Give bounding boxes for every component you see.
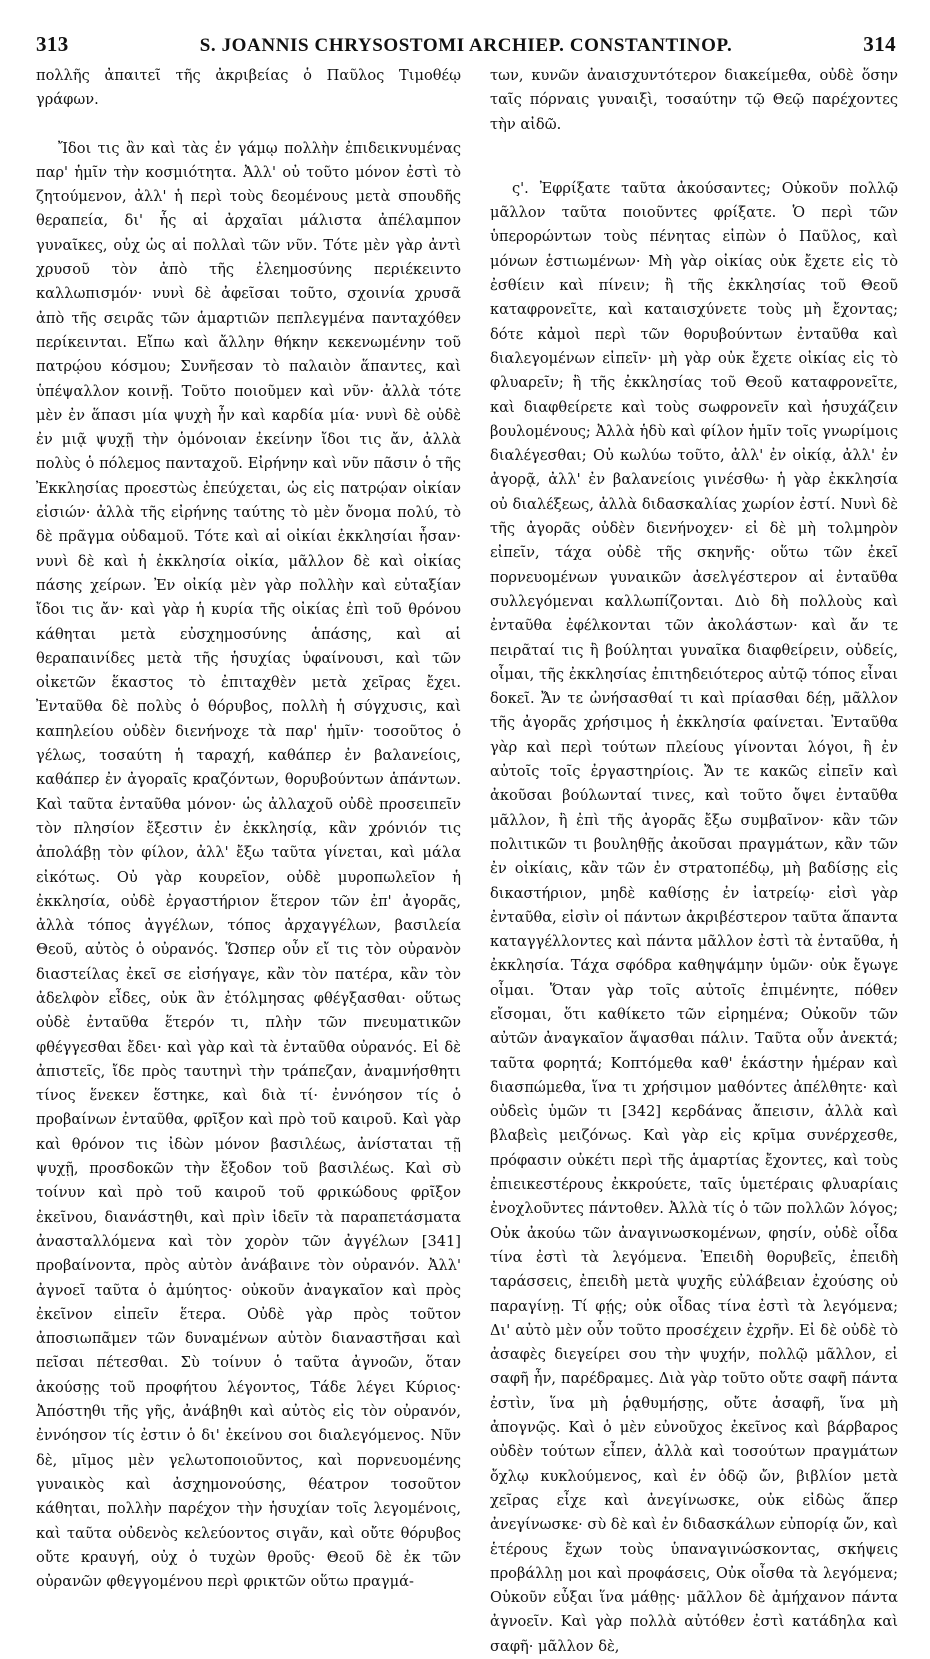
running-header: [36, 32, 896, 60]
right-page-number: 314: [863, 32, 896, 56]
left-paragraph-2: Ἴδοι τις ἂν καὶ τὰς ἐν γάμῳ πολλὴν ἐπιδεικνυμένας παρ' ἡμῖν τὴν κοσμιότητα. Ἀλλ' οὐ τοῦτο μόνον ἐστὶ τὸ ζητούμενον, ἀλλ' ἡ περὶ τοὺς δεομένους μετὰ σπουδῆς θεραπεία, δι' ἧς αἱ ἀρχαῖαι μάλιστα ἀπέλαμπον γυναῖκες, οὐχ ὡς αἱ πολλαὶ τῶν νῦν. Τότε μὲν γὰρ ἀντὶ χρυσοῦ τὸν ἀπὸ τῆς ἐλεημοσύνης περιέκειντο καλλωπισμόν· νυνὶ δὲ ἀφεῖσαι τοῦτο, σχοινία χρυσᾶ ἀπὸ τῆς σειρᾶς τῶν ἁμαρτιῶν πεπλεγμένα πανταχόθεν περίκεινται. Εἴπω καὶ ἄλλην θήκην κεκενωμένην τοῦ πατρῴου κόσμου; Συνῆεσαν τὸ παλαιὸν ἅπαντες, καὶ ὑπέψαλλον κοινῇ. Τοῦτο ποιοῦμεν καὶ νῦν· ἀλλὰ τότε μὲν ἐν ἅπασι μία ψυχὴ ἦν καὶ καρδία μία· νυνὶ δὲ οὐδὲ ἐν μιᾷ ψυχῇ τὴν ὁμόνοιαν ἐκείνην ἴδοι τις ἄν, ἀλλὰ πολὺς ὁ πόλεμος πανταχοῦ. Εἰρήνην καὶ νῦν πᾶσιν ὁ τῆς Ἐκκλησίας προεστὼς ἐπεύχεται, ὡς εἰς πατρῴαν οἰκίαν εἰσιών· ἀλλὰ τῆς εἰρήνης ταύτης τὸ μὲν ὄνομα πολύ, τὸ δὲ πρᾶγμα οὐδαμοῦ. Τότε καὶ αἱ οἰκίαι ἐκκλησίαι ἦσαν· νυνὶ δὲ καὶ ἡ ἐκκλησία οἰκία, μᾶλλον δὲ καὶ οἰκίας πάσης χείρων. Ἐν οἰκίᾳ μὲν γὰρ πολλὴν καὶ εὐταξίαν ἴδοι τις ἄν· καὶ γὰρ ἡ κυρία τῆς οἰκίας ἐπὶ τοῦ θρόνου κάθηται μετὰ εὐσχημοσύνης ἁπάσης, καὶ αἱ θεραπαινίδες μετὰ τῆς ἡσυχίας ὑφαίνουσι, καὶ τῶν οἰκετῶν ἕκαστος τὸ ἐπιταχθὲν μετὰ χεῖρας ἔχει. Ἐνταῦθα δὲ πολὺς ὁ θόρυβος, πολλὴ ἡ σύγχυσις, καὶ καπηλείου οὐδὲν διενήνοχε τὰ παρ' ἡμῖν· τοσοῦτος ὁ γέλως, τοσαύτη ἡ ταραχή, καθάπερ ἐν βαλανείοις, καθάπερ ἐν ἀγοραῖς κραζόντων, θορυβούντων ἁπάντων. Καὶ ταῦτα ἐνταῦθα μόνον· ὡς ἀλλαχοῦ οὐδὲ προσειπεῖν τὸν πλησίον ἔξεστιν ἐν ἐκκλησίᾳ, κἂν χρόνιόν τις ἀπολάβῃ τὸν φίλον, ἀλλ' ἔξω ταῦτα γίνεται, καὶ μάλα εἰκότως. Οὐ γὰρ κουρεῖον, οὐδὲ μυροπωλεῖον ἡ ἐκκλησία, οὐδὲ ἐργαστήριον ἕτερον τῶν ἐπ' ἀγορᾶς, ἀλλὰ τόπος ἀγγέλων, τόπος ἀρχαγγέλων, βασιλεία Θεοῦ, αὐτὸς ὁ οὐρανός. Ὥσπερ οὖν εἴ τις τὸν οὐρανὸν διαστείλας ἐκεῖ σε εἰσήγαγε, κἂν τὸν πατέρα, κἂν τὸν ἀδελφὸν εἶδες, οὐκ ἂν ἐτόλμησας φθέγξασθαι· οὕτως οὐδὲ ἐνταῦθα ἕτερόν τι, πλὴν τῶν πνευματικῶν φθέγγεσθαι ἔδει· καὶ γὰρ καὶ τὰ ἐνταῦθα οὐρανός. Εἰ δὲ ἀπιστεῖς, ἴδε πρὸς ταυτηνὶ τὴν τράπεζαν, ἀναμνήσθητι τίνος ἕνεκεν ἕστηκε, καὶ διὰ τί· ἐννόησον τίς ὁ προβαίνων ἐνταῦθα, φρῖξον καὶ πρὸ τοῦ καιροῦ. Καὶ γὰρ καὶ θρόνον τις ἰδὼν μόνον βασιλέως, ἀνίσταται τῇ ψυχῇ, προσδοκῶν τὴν ἔξοδον τοῦ βασιλέως. Καὶ σὺ τοίνυν καὶ πρὸ τοῦ καιροῦ τοῦ φρικώδους φρῖξον ἐκεῖνου, διανάστηθι, καὶ πρὶν ἰδεῖν τὰ παραπετάσματα ἀνασταλλόμενα καὶ τὸν χορὸν τῶν ἀγγέλων [341] προβαίνοντα, πρὸς αὐτὸν ἀνάβαινε τὸν οὐρανόν. Ἀλλ' ἀγνοεῖ ταῦτα ὁ ἀμύητος· οὐκοῦν ἀναγκαῖον καὶ πρὸς ἐκεῖνον εἰπεῖν ἕτερα. Οὐδὲ γὰρ πρὸς τοῦτον ἀποσιωπᾶμεν τῶν δυναμένων αὐτὸν διαναστῆσαι καὶ πεῖσαι πέτεσθαι. Σὺ τοίνυν ὁ ταῦτα ἀγνοῶν, ὅταν ἀκούσῃς τοῦ προφήτου λέγοντος, Τάδε λέγει Κύριος· Ἀπόστηθι τῆς γῆς, ἀνάβηθι καὶ αὐτὸς εἰς τὸν οὐρανόν, ἐννόησον τίς ἐστιν ὁ δι' ἐκείνου σοι διαλεγόμενος. Νῦν δὲ, μῖμος μὲν γελωτοποιοῦντος, καὶ πορνευομένης γυναικὸς καὶ ἀσχημονούσης, θέατρον τοσοῦτον κάθηται, πολλὴν παρέχον τὴν ἡσυχίαν τοῖς λεγομένοις, καὶ ταῦτα οὐδενὸς κελεύοντος σιγᾶν, καὶ οὔτε θόρυβος οὔτε κραυγή, οὐχ ὁ τυχὼν θροῦς· Θεοῦ δὲ ἐκ τῶν οὐρανῶν φθεγγομένου περὶ φρικτῶν οὕτω πραγμά-: [36, 139, 461, 1591]
left-page-number: 313: [36, 32, 69, 56]
right-column: [490, 64, 898, 1655]
paragraph-gap: [36, 113, 461, 137]
running-title: S. JOANNIS CHRYSOSTOMI ARCHIEP. CONSTANTINOP.: [199, 35, 733, 56]
right-paragraph-2: ς'. Ἐφρίξατε ταῦτα ἀκούσαντες; Οὐκοῦν πολλῷ μᾶλλον ταῦτα ποιοῦντες φρίξατε. Ὁ περὶ τῶν ὑπερορώντων τοὺς πένητας εἰπὼν ὁ Παῦλος, καὶ μόνων ἑστιωμένων· Μὴ γὰρ οἰκίας οὐκ ἔχετε εἰς τὸ ἐσθίειν καὶ πίνειν; ἢ τῆς ἐκκλησίας τοῦ Θεοῦ καταφρονεῖτε, καὶ καταισχύνετε τοὺς μὴ ἔχοντας; δότε κἀμοὶ περὶ τῶν θορυβούντων ἐνταῦθα καὶ διαλεγομένων εἰπεῖν· μὴ γὰρ οὐκ ἔχετε οἰκίας εἰς τὸ φλυαρεῖν; ἢ τῆς ἐκκλησίας τοῦ Θεοῦ καταφρονεῖτε, καὶ διαφθείρετε καὶ τοὺς σωφρονεῖν καὶ ἡσυχάζειν βουλομένους; Ἀλλὰ ἡδὺ καὶ φίλον ἡμῖν τοῖς γνωρίμοις διαλέγεσθαι; Οὐ κωλύω τοῦτο, ἀλλ' ἐν οἰκίᾳ, ἀλλ' ἐν ἀγορᾷ, ἀλλ' ἐν βαλανείοις γινέσθω· ἡ γὰρ ἐκκλησία οὐ διαλέξεως, ἀλλὰ διδασκαλίας χωρίον ἐστί. Νυνὶ δὲ τῆς ἀγορᾶς οὐδὲν διενήνοχεν· εἰ δὲ μὴ τολμηρὸν εἰπεῖν, τάχα οὐδὲ τῆς σκηνῆς· οὕτω τῶν ἐκεῖ πορνευομένων γυναικῶν ἀσελγέστερον αἱ ἐνταῦθα συλλεγόμεναι καλλωπίζονται. Διὸ δὴ πολλοὺς καὶ ἐνταῦθα ἐφέλκονται τῶν ἀκολάστων· καὶ ἄν τε πειρᾶταί τις ἢ βούληται γυναῖκα διαφθείρειν, οὐδείς, οἶμαι, τῆς ἐκκλησίας ἐπιτηδειότερος αὐτῷ τόπος εἶναι δοκεῖ. Ἄν τε ὠνήσασθαί τι καὶ πρίασθαι δέῃ, μᾶλλον τῆς ἀγορᾶς χρήσιμος ἡ ἐκκλησία φαίνεται. Ἐνταῦθα γὰρ καὶ περὶ τούτων πλείους γίνονται λόγοι, ἢ ἐν αὐτοῖς τοῖς ἐργαστηρίοις. Ἄν τε κακῶς εἰπεῖν καὶ ἀκοῦσαι βούλωνταί τινες, καὶ τοῦτο ὄψει ἐνταῦθα μᾶλλον, ἢ ἐπὶ τῆς ἀγορᾶς ἔξω συμβαῖνον· κἂν τῶν πολιτικῶν τι βουληθῇς ἀκοῦσαι πραγμάτων, κἂν τῶν ἐν οἰκίαις, κἂν τῶν ἐν στρατοπέδῳ, μὴ βαδίσῃς εἰς δικαστήριον, μηδὲ καθίσῃς ἐν ἰατρείῳ· εἰσὶ γὰρ ἐνταῦθα, εἰσὶν οἱ πάντων ἀκριβέστερον ταῦτα ἅπαντα καταγγέλλοντες καὶ πάντα μᾶλλον ἐστὶ τὰ ἐνταῦθα, ἡ ἐκκλησία. Τάχα σφόδρα καθηψάμην ὑμῶν· οὐκ ἔγωγε οἶμαι. Ὅταν γὰρ τοῖς αὐτοῖς ἐπιμένητε, πόθεν εἴσομαι, ὅτι καθίκετο τῶν εἰρημένα; Οὐκοῦν τῶν αὐτῶν ἀναγκαῖον ἅψασθαι πάλιν. Ταῦτα οὖν ἀνεκτά; ταῦτα φορητά; Κοπτόμεθα καθ' ἑκάστην ἡμέραν καὶ διασπώμεθα, ἵνα τι χρήσιμον μαθόντες ἀπέλθητε· καὶ οὐδεὶς ὑμῶν τι [342] κερδάνας ἄπεισιν, ἀλλὰ καὶ βλαβεὶς μειζόνως. Καὶ γὰρ εἰς κρῖμα συνέρχεσθε, πρόφασιν οὐκέτι περὶ τῆς ἁμαρτίας ἔχοντες, καὶ τοὺς ἐπιεικεστέρους ἐκκρούετε, ταῖς ὑμετέραις φλυαρίαις ἐνοχλοῦντες πάντοθεν. Ἀλλὰ τίς ὁ τῶν πολλῶν λόγος; Οὐκ ἀκούω τῶν ἀναγινωσκομένων, φησίν, οὐδὲ οἶδα τίνα ἐστὶ τὰ λεγόμενα. Ἐπειδὴ θορυβεῖς, ἐπειδὴ ταράσσεις, ἐπειδὴ μετὰ ψυχῆς εὐλάβειαν ἐχούσης οὐ παραγίνῃ. Τί φῄς; οὐκ οἶδας τίνα ἐστὶ τὰ λεγόμενα; Δι' αὐτὸ μὲν οὖν τοῦτο προσέχειν ἐχρῆν. Εἰ δὲ οὐδὲ τὸ ἀσαφὲς διεγείρει σου τὴν ψυχήν, πολλῷ μᾶλλον, εἰ σαφῆ ἦν, παρέδραμες. Διὰ γὰρ τοῦτο οὔτε σαφῆ πάντα ἐστὶν, ἵνα μὴ ῥᾳθυμήσῃς, οὔτε ἀσαφῆ, ἵνα μὴ ἀπογνῷς. Καὶ ὁ μὲν εὐνοῦχος ἐκεῖνος καὶ βάρβαρος οὐδὲν τούτων εἶπεν, ἀλλὰ καὶ τοσούτων πραγμάτων ὄχλῳ κυκλούμενος, καὶ ἐν ὁδῷ ὤν, βιβλίον μετὰ χεῖρας εἶχε καὶ ἀνεγίνωσκε, οὐκ εἰδὼς ἅπερ ἀνεγίνωσκε· σὺ δὲ καὶ ἐν διδασκάλων εὐπορίᾳ ὤν, καὶ ἑτέρους ἔχων τοὺς ὑπαναγινώσκοντας, σκήψεις προβάλλῃ μοι καὶ προφάσεις, Οὐκ οἶσθα τὰ λεγόμενα; Οὐκοῦν εὖξαι ἵνα μάθῃς· μᾶλλον δὲ ἀμήχανον πάντα ἀγνοεῖν. Καὶ γὰρ πολλὰ αὐτόθεν ἐστὶ κατάδηλα καὶ σαφῆ· μᾶλλον δὲ,: [490, 179, 898, 1655]
right-paragraph-1: των, κυνῶν ἀναισχυντότερον διακείμεθα, οὐδὲ ὅσην ταῖς πόρναις γυναιξὶ, τοσαύτην τῷ Θεῷ παρέχοντες τὴν αἰδῶ.: [490, 67, 898, 133]
left-column: [36, 64, 461, 1591]
paragraph-gap: [490, 137, 898, 177]
left-paragraph-1: πολλῆς ἀπαιτεῖ τῆς ἀκριβείας ὁ Παῦλος Τιμοθέῳ γράφων.: [36, 67, 461, 109]
